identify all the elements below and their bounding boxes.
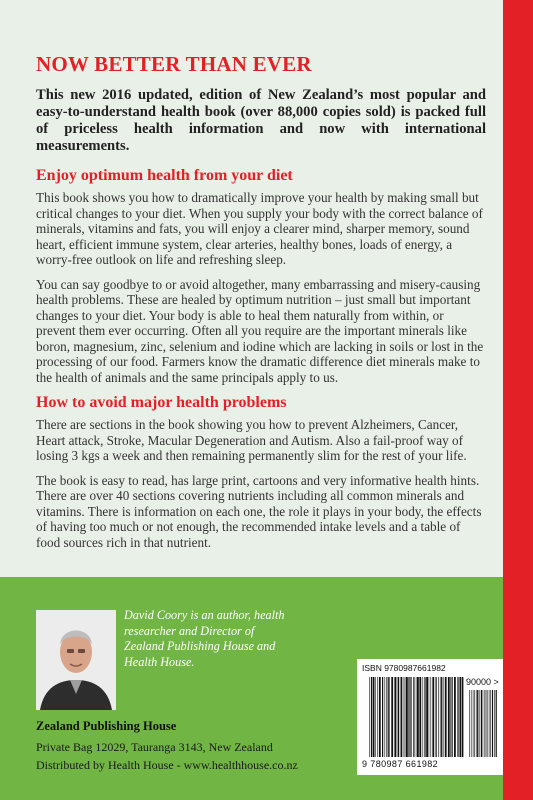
barcode-bar: [405, 677, 406, 757]
barcode-bar: [474, 690, 475, 757]
barcode-bar: [431, 677, 432, 757]
barcode-bar: [424, 677, 425, 757]
barcode-bar: [477, 690, 478, 757]
price-barcode-bars: [469, 690, 497, 757]
barcode-bar: [460, 677, 462, 757]
barcode-bar: [408, 677, 409, 757]
publisher-info: [36, 719, 356, 775]
barcode-bar: [417, 677, 419, 757]
barcode-bar: [413, 677, 414, 757]
barcode-bar: [452, 677, 453, 757]
barcode-bar: [445, 677, 447, 757]
barcode-bar: [410, 677, 411, 757]
headline: NOW BETTER THAN EVER: [36, 52, 312, 76]
barcode-bar: [416, 677, 417, 757]
barcode-bar: [386, 677, 387, 757]
barcode-bar: [492, 690, 493, 757]
barcode-bar: [401, 677, 403, 757]
barcode-bar: [479, 690, 480, 757]
barcode-bar: [426, 677, 428, 757]
publisher-name: Zealand Publishing House: [36, 719, 177, 733]
barcode-bar: [388, 677, 389, 757]
barcode-bar: [423, 677, 424, 757]
author-bio: David Coory is an author, health researcher and Director of Zealand Publishing House and Health House.: [124, 608, 285, 669]
red-spine-stripe: [503, 0, 533, 800]
barcode-bar: [377, 677, 378, 757]
barcode-bar: [473, 690, 474, 757]
price-code: 90000 >: [466, 677, 499, 687]
barcode-bar: [391, 677, 393, 757]
author-photo: [36, 610, 116, 710]
barcode-bar: [496, 690, 497, 757]
diet-paragraph-1: This book shows you how to dramatically improve your health by making small but critical changes to your diet. When you supply your body with the correct balance of minerals, vitamins and fats, you will enjoy a clearer mind, sharper memory, sound heart, efficient immune system, clear arteries, healthy bones, loads of energy, a worry-free outlook on life and refreshing sleep.: [36, 190, 483, 267]
barcode-bar: [440, 677, 441, 757]
diet-paragraph-2: You can say goodbye to or avoid altogether, many embarrassing and misery-causing health problems. These are healed by optimum nutrition – just small but important changes to your diet. Your body is able to heal them naturally from within, or prevent them ever occurring. Often all you require are the important minerals like boron, magnesium, zinc, selenium and iodine which are lacking in soils or lost in the processing of our food. Farmers know the dramatic difference diet minerals make to the health of animals and the same principals apply to us.: [36, 276, 484, 385]
barcode-bar: [373, 677, 375, 757]
barcode-bar: [369, 677, 370, 757]
barcode-bar: [489, 690, 490, 757]
barcode-bar: [494, 690, 495, 757]
barcode-bar: [458, 677, 459, 757]
barcode-bar: [476, 690, 477, 757]
barcode-bar: [398, 677, 399, 757]
barcode-bar: [375, 677, 376, 757]
barcode-bar: [454, 677, 456, 757]
section-title-diet: Enjoy optimum health from your diet: [36, 167, 293, 184]
barcode-bar: [487, 690, 488, 757]
barcode-bar: [485, 690, 486, 757]
barcode-bar: [457, 677, 458, 757]
barcode-bar: [429, 677, 430, 757]
barcode-bar: [450, 677, 451, 757]
isbn-label: ISBN 9780987661982: [362, 663, 446, 673]
barcode-bar: [379, 677, 381, 757]
barcode-bar: [486, 690, 487, 757]
barcode-bar: [448, 677, 450, 757]
barcode-bar: [441, 677, 442, 757]
health-paragraph-1: There are sections in the book showing you how to prevent Alzheimers, Cancer, Heart attack, Stroke, Macular Degeneration and Autism. Also a fail-proof way of losing 3 kgs a week and then remaining permanently slim for the rest of your life.: [36, 417, 467, 463]
barcode-bar: [462, 677, 463, 757]
barcode-bar: [371, 677, 372, 757]
barcode-bar: [389, 677, 390, 757]
barcode-bar: [432, 677, 434, 757]
publisher-address: Private Bag 12029, Tauranga 3143, New Zealand: [36, 740, 273, 754]
barcode-bars: [369, 677, 464, 757]
barcode-bar: [419, 677, 421, 757]
barcode-bar: [469, 690, 470, 757]
barcode-bar: [411, 677, 412, 757]
barcode-bar: [406, 677, 408, 757]
barcode-bar: [438, 677, 439, 757]
barcode-bar: [490, 690, 491, 757]
barcode-bar: [382, 677, 383, 757]
barcode-bar: [404, 677, 405, 757]
barcode-bar: [436, 677, 437, 757]
barcode-bar: [483, 690, 484, 757]
blurb-content: [36, 52, 486, 559]
distributor-line: Distributed by Health House - www.healthhouse.co.nz: [36, 758, 298, 772]
isbn-barcode: [357, 659, 503, 775]
intro-paragraph: This new 2016 updated, edition of New Zealand’s most popular and easy-to-understand health book (over 88,000 copies sold) is packed full of priceless health information and now with international measurements.: [36, 87, 486, 154]
barcode-bar: [481, 690, 482, 757]
barcode-bar: [397, 677, 398, 757]
barcode-bar: [471, 690, 472, 757]
barcode-bar: [385, 677, 386, 757]
author-portrait-icon: [36, 610, 116, 710]
health-paragraph-2: The book is easy to read, has large print, cartoons and very informative health hints. There are over 40 sections covering nutrients including all common minerals and vitamins. There is information on each one, the role it plays in your body, the effects of having too much or not enough, the recommended intake levels and a table of food sources rich in that nutrient.: [36, 472, 482, 550]
barcode-bar: [394, 677, 396, 757]
barcode-bar: [443, 677, 444, 757]
barcode-digits: 9 780987 661982: [362, 759, 439, 769]
price-code-value: 90000: [466, 677, 492, 687]
section-title-health-problems: How to avoid major health problems: [36, 394, 287, 411]
